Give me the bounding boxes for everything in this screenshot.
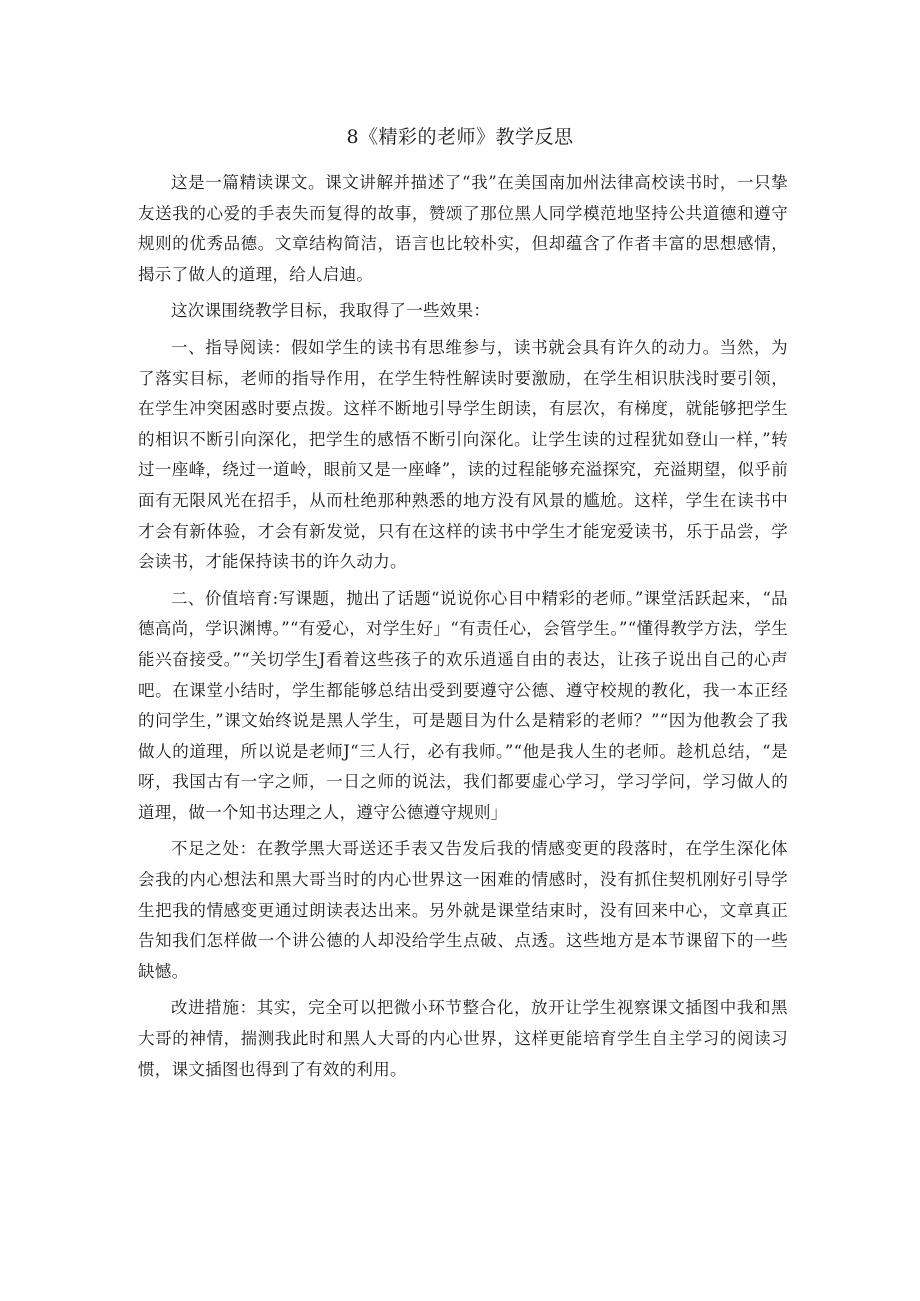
paragraph-intro: 这是一篇精读课文。课文讲解并描述了“我”在美国南加州法律高校读书时，一只挚友送我的心爱的手表失而复得的故事，赞颂了那位黑人同学模范地坚持公共道德和遵守规则的优秀品德。文章结构简洁，语言也比较朴实，但却蕴含了作者丰富的思想感情，揭示了做人的道理，给人启迪。 <box>138 173 788 284</box>
paragraph-improvements: 改进措施：其实，完全可以把微小环节整合化，放开让学生视察课文插图中我和黑大哥的神情，揣测我此时和黑人大哥的内心世界，这样更能培育学生自主学习的阅读习惯，课文插图也得到了有效的利用。 <box>138 998 788 1079</box>
document-title: 8《精彩的老师》教学反思 <box>346 126 574 148</box>
paragraph-effects-lead: 这次课围绕教学目标，我取得了一些效果： <box>171 301 491 321</box>
paragraph-shortcomings: 不足之处：在教学黑大哥送还手表又告发后我的情感变更的段落时，在学生深化体会我的内心想法和黑大哥当时的内心世界这一困难的情感时，没有抓住契机刚好引导学生把我的情感变更通过朗读表达出来。另外就是课堂结束时，没有回来中心，文章真正告知我们怎样做一个讲公德的人却没给学生点破、点透。这些地方是本节课留下的一些缺憾。 <box>138 839 788 981</box>
paragraph-guided-reading: 一、指导阅读：假如学生的读书有思维参与，读书就会具有许久的动力。当然，为了落实目标，老师的指导作用，在学生特性解读时要激励，在学生相识肤浅时要引领，在学生冲突困惑时要点拨。这样不断地引导学生朗读，有层次，有梯度，就能够把学生的相识不断引向深化，把学生的感悟不断引向深化。让学生读的过程犹如登山一样，”转过一座峰，绕过一道岭，眼前又是一座峰”，读的过程能够充溢探究，充溢期望，似乎前面有无限风光在招手，从而杜绝那种熟悉的地方没有风景的尴尬。这样，学生在读书中才会有新体验，才会有新发觉，只有在这样的读书中学生才能宠爱读书，乐于品尝，学会读书，才能保持读书的许久动力。 <box>138 337 788 572</box>
document-body <box>138 168 788 1091</box>
paragraph-value-cultivation: 二、价值培育:写课题，抛出了话题“说说你心目中精彩的老师。”课堂活跃起来，“品德高尚，学识渊博。”“有爱心，对学生好」“有责任心，会管学生。”“懂得教学方法，学生能兴奋接受。”“关切学生J看着这些孩子的欢乐逍遥自由的表达，让孩子说出自己的心声吧。在课堂小结时，学生都能够总结出受到要遵守公德、遵守校规的教化，我一本正经的问学生，”课文始终说是黑人学生，可是题目为什么是精彩的老师？”“因为他教会了我做人的道理，所以说是老师J“三人行，必有我师。”“他是我人生的老师。趁机总结，“是呀，我国古有一字之师，一日之师的说法，我们都要虚心学习，学习学问，学习做人的道理，做一个知书达理之人，遵守公德遵守规则」 <box>138 588 788 822</box>
